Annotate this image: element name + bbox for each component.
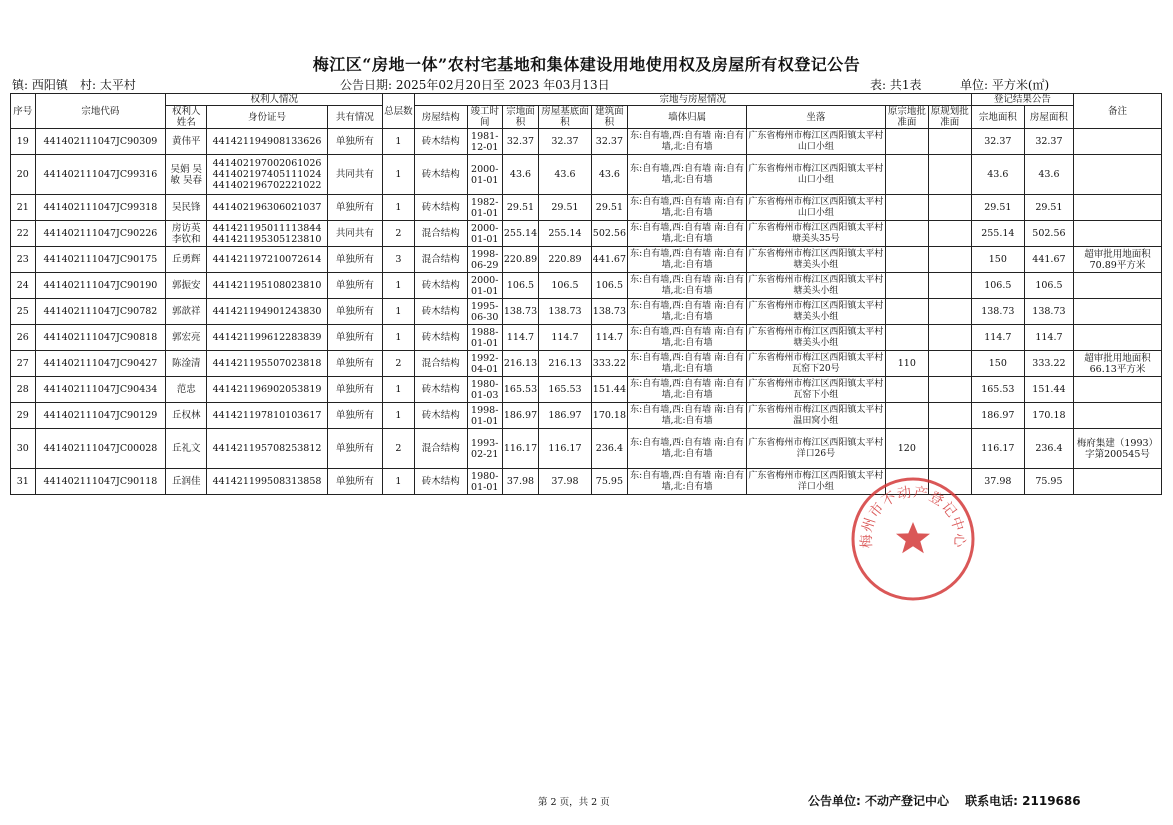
cell-owner-name: 丘勇辉 [166, 247, 207, 273]
cell-structure: 混合结构 [414, 247, 467, 273]
cell-base-area: 37.98 [539, 469, 591, 495]
cell-base-area: 165.53 [539, 377, 591, 403]
cell-note [1073, 273, 1161, 299]
cell-res-house: 151.44 [1024, 377, 1073, 403]
cell-id-no: 441421196902053819 [207, 377, 328, 403]
header-wall: 墙体归属 [628, 106, 747, 129]
cell-orig-plan [928, 351, 971, 377]
cell-completed: 1998-01-01 [467, 403, 502, 429]
cell-owner-name: 丘礼文 [166, 429, 207, 469]
cell-code: 441402111047JC90129 [35, 403, 166, 429]
cell-location: 广东省梅州市梅江区西阳镇太平村塘美头小组 [746, 247, 885, 273]
cell-code: 441402111047JC90818 [35, 325, 166, 351]
cell-seq: 22 [11, 221, 36, 247]
cell-owner-name: 范忠 [166, 377, 207, 403]
cell-build-area: 151.44 [591, 377, 628, 403]
cell-res-house: 170.18 [1024, 403, 1073, 429]
cell-location: 广东省梅州市梅江区西阳镇太平村塘美头小组 [746, 325, 885, 351]
cell-seq: 30 [11, 429, 36, 469]
cell-base-area: 43.6 [539, 155, 591, 195]
cell-structure: 砖木结构 [414, 273, 467, 299]
cell-orig-plan [928, 247, 971, 273]
meta-village: 村: 太平村 [80, 78, 136, 92]
header-land-group: 宗地与房屋情况 [414, 94, 971, 106]
cell-structure: 砖木结构 [414, 403, 467, 429]
cell-wall: 东:自有墙,西:自有墙 南:自有墙,北:自有墙 [628, 469, 747, 495]
cell-res-land: 150 [971, 247, 1024, 273]
meta-town: 镇: 西阳镇 [12, 78, 68, 92]
cell-code: 441402111047JC99316 [35, 155, 166, 195]
cell-owner-name: 丘润佳 [166, 469, 207, 495]
header-seq: 序号 [11, 94, 36, 129]
cell-location: 广东省梅州市梅江区西阳镇太平村塘美头35号 [746, 221, 885, 247]
cell-res-land: 37.98 [971, 469, 1024, 495]
cell-note [1073, 469, 1161, 495]
cell-base-area: 114.7 [539, 325, 591, 351]
cell-completed: 2000-01-01 [467, 273, 502, 299]
cell-seq: 26 [11, 325, 36, 351]
cell-res-land: 106.5 [971, 273, 1024, 299]
cell-id-no: 441402196306021037 [207, 195, 328, 221]
cell-land-area: 43.6 [502, 155, 539, 195]
cell-base-area: 220.89 [539, 247, 591, 273]
cell-build-area: 236.4 [591, 429, 628, 469]
header-res-house: 房屋面积 [1024, 106, 1073, 129]
cell-id-no: 441421195507023818 [207, 351, 328, 377]
cell-orig-plan [928, 273, 971, 299]
cell-code: 441402111047JC90427 [35, 351, 166, 377]
cell-orig-plan [928, 299, 971, 325]
cell-owner-name: 郭振安 [166, 273, 207, 299]
cell-build-area: 114.7 [591, 325, 628, 351]
cell-floors: 2 [383, 429, 415, 469]
cell-code: 441402111047JC90175 [35, 247, 166, 273]
cell-structure: 砖木结构 [414, 377, 467, 403]
cell-res-house: 502.56 [1024, 221, 1073, 247]
header-res-land: 宗地面积 [971, 106, 1024, 129]
cell-note [1073, 195, 1161, 221]
cell-code: 441402111047JC90309 [35, 129, 166, 155]
cell-code: 441402111047JC00028 [35, 429, 166, 469]
cell-res-land: 255.14 [971, 221, 1024, 247]
cell-seq: 29 [11, 403, 36, 429]
cell-structure: 混合结构 [414, 429, 467, 469]
cell-owner-name: 丘权林 [166, 403, 207, 429]
cell-floors: 1 [383, 469, 415, 495]
cell-base-area: 29.51 [539, 195, 591, 221]
cell-note [1073, 155, 1161, 195]
cell-note: 超审批用地面积66.13平方米 [1073, 351, 1161, 377]
cell-seq: 20 [11, 155, 36, 195]
cell-floors: 1 [383, 377, 415, 403]
cell-floors: 1 [383, 195, 415, 221]
cell-base-area: 116.17 [539, 429, 591, 469]
header-structure: 房屋结构 [414, 106, 467, 129]
cell-note [1073, 221, 1161, 247]
cell-location: 广东省梅州市梅江区西阳镇太平村塘美头小组 [746, 299, 885, 325]
cell-res-house: 29.51 [1024, 195, 1073, 221]
cell-code: 441402111047JC99318 [35, 195, 166, 221]
cell-orig-plan [928, 129, 971, 155]
cell-orig-approved [885, 221, 928, 247]
cell-id-no: 441421194908133626 [207, 129, 328, 155]
cell-land-area: 255.14 [502, 221, 539, 247]
cell-share: 单独所有 [327, 195, 382, 221]
cell-wall: 东:自有墙,西:自有墙 南:自有墙,北:自有墙 [628, 429, 747, 469]
cell-res-house: 75.95 [1024, 469, 1073, 495]
cell-note [1073, 299, 1161, 325]
footer-contact [808, 792, 1093, 809]
cell-owner-name: 陈淦清 [166, 351, 207, 377]
cell-note [1073, 325, 1161, 351]
table-row [11, 429, 1162, 469]
cell-wall: 东:自有墙,西:自有墙 南:自有墙,北:自有墙 [628, 221, 747, 247]
cell-share: 单独所有 [327, 403, 382, 429]
cell-location: 广东省梅州市梅江区西阳镇太平村山口小组 [746, 155, 885, 195]
cell-land-area: 37.98 [502, 469, 539, 495]
cell-id-no: 441421199508313858 [207, 469, 328, 495]
cell-orig-plan [928, 221, 971, 247]
cell-owner-name: 黄伟平 [166, 129, 207, 155]
cell-orig-approved [885, 273, 928, 299]
cell-note [1073, 129, 1161, 155]
cell-code: 441402111047JC90434 [35, 377, 166, 403]
cell-land-area: 116.17 [502, 429, 539, 469]
cell-land-area: 114.7 [502, 325, 539, 351]
cell-code: 441402111047JC90118 [35, 469, 166, 495]
cell-id-no: 441421197210072614 [207, 247, 328, 273]
cell-wall: 东:自有墙,西:自有墙 南:自有墙,北:自有墙 [628, 377, 747, 403]
table-row [11, 403, 1162, 429]
header-location: 坐落 [746, 106, 885, 129]
cell-structure: 砖木结构 [414, 469, 467, 495]
cell-res-land: 29.51 [971, 195, 1024, 221]
cell-build-area: 29.51 [591, 195, 628, 221]
cell-floors: 3 [383, 247, 415, 273]
cell-res-land: 138.73 [971, 299, 1024, 325]
cell-note [1073, 403, 1161, 429]
stamp-text: 梅州市不动产登记中心 [858, 484, 968, 549]
issuer-label: 公告单位: 不动产登记中心 [808, 794, 949, 808]
cell-orig-plan [928, 429, 971, 469]
cell-id-no: 441421199612283839 [207, 325, 328, 351]
cell-location: 广东省梅州市梅江区西阳镇太平村洋口小组 [746, 469, 885, 495]
cell-completed: 1980-01-03 [467, 377, 502, 403]
cell-land-area: 186.97 [502, 403, 539, 429]
cell-owner-name: 郭宏亮 [166, 325, 207, 351]
cell-seq: 23 [11, 247, 36, 273]
cell-code: 441402111047JC90226 [35, 221, 166, 247]
table-row [11, 325, 1162, 351]
cell-share: 共同共有 [327, 155, 382, 195]
meta-table-no: 表: 共1表 [870, 78, 922, 92]
cell-base-area: 32.37 [539, 129, 591, 155]
cell-floors: 1 [383, 129, 415, 155]
cell-wall: 东:自有墙,西:自有墙 南:自有墙,北:自有墙 [628, 195, 747, 221]
cell-seq: 21 [11, 195, 36, 221]
cell-floors: 1 [383, 273, 415, 299]
cell-seq: 25 [11, 299, 36, 325]
cell-note: 梅府集建（1993）字第200545号 [1073, 429, 1161, 469]
cell-res-house: 43.6 [1024, 155, 1073, 195]
cell-completed: 2000-01-01 [467, 221, 502, 247]
cell-id-no: 441402197002061026 441402197405111024 441402196702221022 [207, 155, 328, 195]
cell-floors: 2 [383, 351, 415, 377]
cell-wall: 东:自有墙,西:自有墙 南:自有墙,北:自有墙 [628, 325, 747, 351]
cell-res-land: 186.97 [971, 403, 1024, 429]
cell-completed: 1992-04-01 [467, 351, 502, 377]
cell-wall: 东:自有墙,西:自有墙 南:自有墙,北:自有墙 [628, 247, 747, 273]
cell-seq: 28 [11, 377, 36, 403]
cell-completed: 1982-01-01 [467, 195, 502, 221]
cell-code: 441402111047JC90190 [35, 273, 166, 299]
cell-land-area: 29.51 [502, 195, 539, 221]
cell-build-area: 502.56 [591, 221, 628, 247]
cell-orig-approved [885, 155, 928, 195]
cell-res-land: 32.37 [971, 129, 1024, 155]
cell-share: 单独所有 [327, 247, 382, 273]
cell-base-area: 106.5 [539, 273, 591, 299]
cell-structure: 砖木结构 [414, 325, 467, 351]
header-owner-group: 权利人情况 [166, 94, 383, 106]
cell-build-area: 75.95 [591, 469, 628, 495]
cell-res-house: 114.7 [1024, 325, 1073, 351]
cell-completed: 2000-01-01 [467, 155, 502, 195]
cell-res-house: 441.67 [1024, 247, 1073, 273]
cell-orig-approved [885, 129, 928, 155]
cell-location: 广东省梅州市梅江区西阳镇太平村山口小组 [746, 195, 885, 221]
meta-unit: 单位: 平方米(㎡) [960, 78, 1050, 92]
cell-wall: 东:自有墙,西:自有墙 南:自有墙,北:自有墙 [628, 351, 747, 377]
cell-orig-approved [885, 247, 928, 273]
cell-orig-approved [885, 325, 928, 351]
cell-owner-name: 郭歆祥 [166, 299, 207, 325]
cell-land-area: 165.53 [502, 377, 539, 403]
header-result-group: 登记结果公告 [971, 94, 1073, 106]
cell-floors: 1 [383, 299, 415, 325]
cell-res-land: 114.7 [971, 325, 1024, 351]
table-row [11, 469, 1162, 495]
cell-completed: 1995-06-30 [467, 299, 502, 325]
header-land-area: 宗地面积 [502, 106, 539, 129]
cell-base-area: 255.14 [539, 221, 591, 247]
cell-share: 单独所有 [327, 351, 382, 377]
cell-base-area: 186.97 [539, 403, 591, 429]
header-floors: 总层数 [383, 94, 415, 129]
phone-label: 联系电话: 2119686 [965, 794, 1081, 808]
cell-res-house: 32.37 [1024, 129, 1073, 155]
cell-res-land: 43.6 [971, 155, 1024, 195]
cell-owner-name: 吴娟 吴敏 吴春 [166, 155, 207, 195]
cell-base-area: 216.13 [539, 351, 591, 377]
cell-land-area: 32.37 [502, 129, 539, 155]
table-row [11, 129, 1162, 155]
register-table [10, 93, 1162, 495]
header-orig-plan: 原规划批准面 [928, 106, 971, 129]
cell-location: 广东省梅州市梅江区西阳镇太平村瓦窑下小组 [746, 377, 885, 403]
header-owner-name: 权利人姓名 [166, 106, 207, 129]
cell-id-no: 441421195108023810 [207, 273, 328, 299]
cell-base-area: 138.73 [539, 299, 591, 325]
cell-floors: 1 [383, 155, 415, 195]
meta-date: 公告日期: 2025年02月20日至 2023 年03月13日 [340, 78, 610, 92]
cell-wall: 东:自有墙,西:自有墙 南:自有墙,北:自有墙 [628, 403, 747, 429]
cell-completed: 1988-01-01 [467, 325, 502, 351]
table-row [11, 351, 1162, 377]
cell-land-area: 220.89 [502, 247, 539, 273]
cell-orig-approved [885, 195, 928, 221]
cell-share: 单独所有 [327, 129, 382, 155]
cell-completed: 1998-06-29 [467, 247, 502, 273]
cell-build-area: 138.73 [591, 299, 628, 325]
stamp-star-icon [896, 522, 930, 553]
cell-wall: 东:自有墙,西:自有墙 南:自有墙,北:自有墙 [628, 129, 747, 155]
cell-share: 单独所有 [327, 377, 382, 403]
cell-wall: 东:自有墙,西:自有墙 南:自有墙,北:自有墙 [628, 155, 747, 195]
cell-build-area: 106.5 [591, 273, 628, 299]
page-title: 梅江区“房地一体”农村宅基地和集体建设用地使用权及房屋所有权登记公告 [312, 55, 861, 74]
cell-owner-name: 吴民锋 [166, 195, 207, 221]
cell-code: 441402111047JC90782 [35, 299, 166, 325]
official-stamp [848, 474, 978, 604]
cell-build-area: 333.22 [591, 351, 628, 377]
table-row [11, 299, 1162, 325]
cell-id-no: 441421197810103617 [207, 403, 328, 429]
cell-location: 广东省梅州市梅江区西阳镇太平村山口小组 [746, 129, 885, 155]
cell-structure: 混合结构 [414, 351, 467, 377]
cell-land-area: 138.73 [502, 299, 539, 325]
cell-wall: 东:自有墙,西:自有墙 南:自有墙,北:自有墙 [628, 299, 747, 325]
cell-seq: 19 [11, 129, 36, 155]
cell-share: 单独所有 [327, 469, 382, 495]
cell-location: 广东省梅州市梅江区西阳镇太平村瓦窑下20号 [746, 351, 885, 377]
cell-res-land: 116.17 [971, 429, 1024, 469]
cell-id-no: 441421195708253812 [207, 429, 328, 469]
header-completed: 竣工时间 [467, 106, 502, 129]
cell-orig-approved [885, 403, 928, 429]
cell-orig-approved: 110 [885, 351, 928, 377]
cell-completed: 1993-02-21 [467, 429, 502, 469]
cell-location: 广东省梅州市梅江区西阳镇太平村温田窝小组 [746, 403, 885, 429]
cell-land-area: 106.5 [502, 273, 539, 299]
table-row [11, 377, 1162, 403]
header-orig-approved: 原宗地批准面 [885, 106, 928, 129]
page-number: 第 2 页，共 2 页 [538, 797, 610, 808]
cell-completed: 1980-01-01 [467, 469, 502, 495]
cell-orig-plan [928, 155, 971, 195]
cell-res-house: 236.4 [1024, 429, 1073, 469]
table-row [11, 247, 1162, 273]
cell-build-area: 32.37 [591, 129, 628, 155]
cell-share: 单独所有 [327, 299, 382, 325]
cell-structure: 砖木结构 [414, 129, 467, 155]
table-row [11, 221, 1162, 247]
cell-seq: 31 [11, 469, 36, 495]
cell-res-house: 138.73 [1024, 299, 1073, 325]
header-share: 共有情况 [327, 106, 382, 129]
cell-res-house: 106.5 [1024, 273, 1073, 299]
cell-build-area: 43.6 [591, 155, 628, 195]
header-id-no: 身份证号 [207, 106, 328, 129]
cell-owner-name: 房访英 李钦和 [166, 221, 207, 247]
cell-share: 单独所有 [327, 273, 382, 299]
cell-structure: 砖木结构 [414, 299, 467, 325]
cell-share: 单独所有 [327, 325, 382, 351]
cell-orig-approved [885, 299, 928, 325]
cell-note: 超审批用地面积70.89平方米 [1073, 247, 1161, 273]
cell-orig-approved: 120 [885, 429, 928, 469]
table-row [11, 155, 1162, 195]
cell-id-no: 441421194901243830 [207, 299, 328, 325]
cell-orig-plan [928, 377, 971, 403]
cell-floors: 2 [383, 221, 415, 247]
header-note: 备注 [1073, 94, 1161, 129]
header-code: 宗地代码 [35, 94, 166, 129]
cell-orig-plan [928, 325, 971, 351]
cell-seq: 24 [11, 273, 36, 299]
cell-location: 广东省梅州市梅江区西阳镇太平村塘美头小组 [746, 273, 885, 299]
cell-build-area: 441.67 [591, 247, 628, 273]
cell-seq: 27 [11, 351, 36, 377]
cell-res-land: 165.53 [971, 377, 1024, 403]
cell-res-house: 333.22 [1024, 351, 1073, 377]
cell-structure: 砖木结构 [414, 155, 467, 195]
cell-res-land: 150 [971, 351, 1024, 377]
cell-structure: 混合结构 [414, 221, 467, 247]
cell-completed: 1981-12-01 [467, 129, 502, 155]
cell-orig-plan [928, 403, 971, 429]
header-build-area: 建筑面积 [591, 106, 628, 129]
cell-wall: 东:自有墙,西:自有墙 南:自有墙,北:自有墙 [628, 273, 747, 299]
header-base-area: 房屋基底面积 [539, 106, 591, 129]
cell-build-area: 170.18 [591, 403, 628, 429]
cell-share: 单独所有 [327, 429, 382, 469]
table-row [11, 273, 1162, 299]
cell-structure: 砖木结构 [414, 195, 467, 221]
cell-location: 广东省梅州市梅江区西阳镇太平村洋口26号 [746, 429, 885, 469]
table-row [11, 195, 1162, 221]
cell-land-area: 216.13 [502, 351, 539, 377]
cell-orig-approved [885, 377, 928, 403]
cell-share: 共同共有 [327, 221, 382, 247]
cell-floors: 1 [383, 403, 415, 429]
cell-note [1073, 377, 1161, 403]
cell-floors: 1 [383, 325, 415, 351]
cell-id-no: 441421195011113844 441421195305123810 [207, 221, 328, 247]
cell-orig-plan [928, 195, 971, 221]
